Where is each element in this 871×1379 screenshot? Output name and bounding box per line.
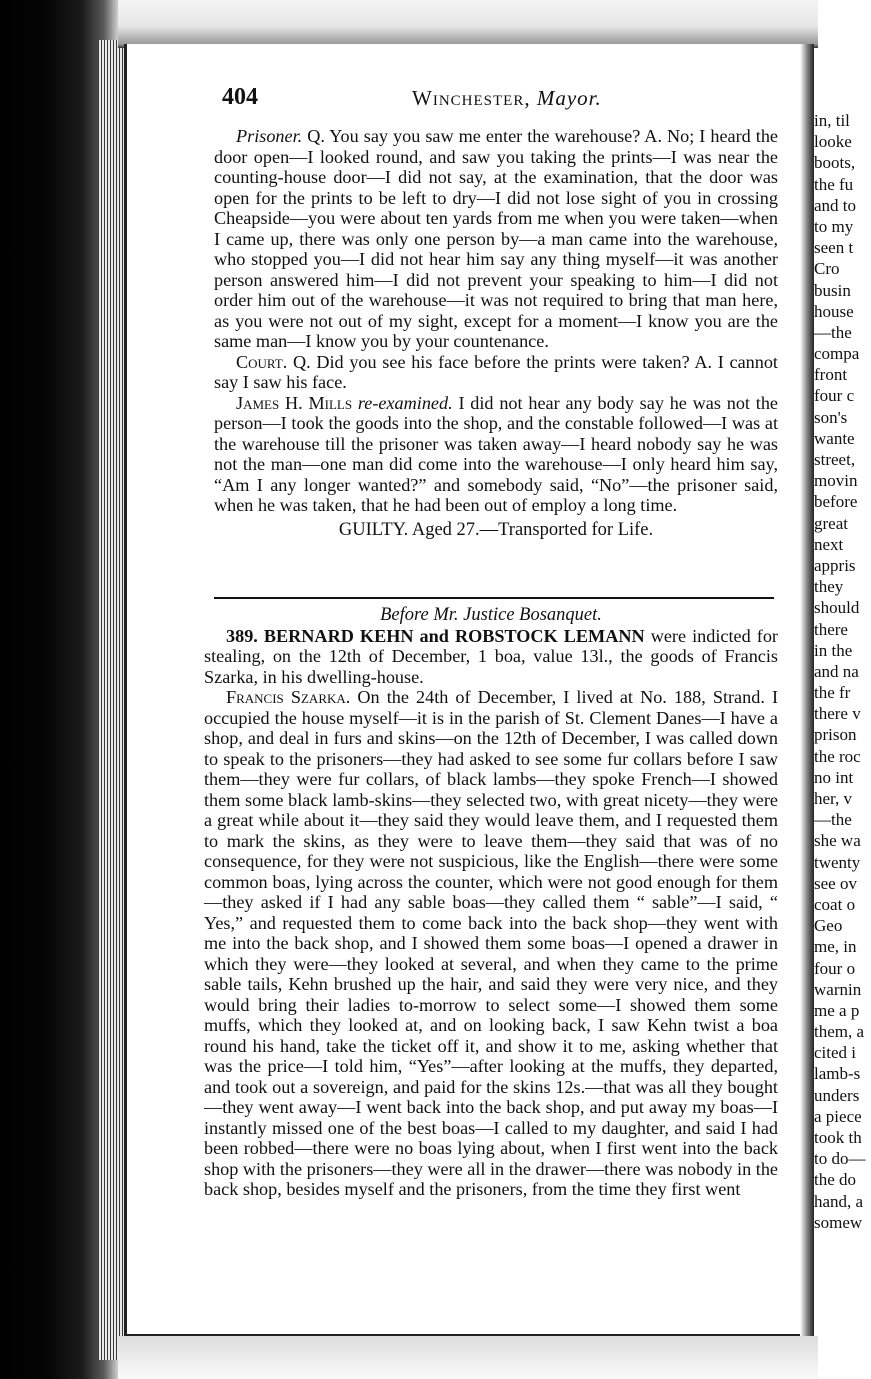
facing-line: front <box>814 365 848 385</box>
speaker-prisoner: Prisoner. <box>236 126 303 146</box>
indictment-text: were indicted for stealing, on the 12th of December, 1 boa, value 13l., the goods of Francis Szarka, in his dwelling-house. <box>204 625 778 687</box>
verdict: GUILTY. Aged 27.—Transported for Life. <box>338 519 654 540</box>
case-number: 389. <box>226 625 258 646</box>
facing-line: the fu <box>814 174 854 194</box>
case-heading <box>204 626 778 688</box>
facing-line: and to <box>814 195 857 215</box>
judge-heading: Before Mr. Justice Bosanquet. <box>380 605 602 625</box>
section-prisoner-testimony <box>214 126 778 540</box>
facing-line: hand, a <box>814 1191 864 1211</box>
facing-line: next <box>814 534 844 554</box>
paragraph-text: I did not hear any body say he was not the person—I took the goods into the shop, and the constable followed—I was at the warehouse till the prisoner was taken away—I heard nobody say he was not the man—one man did come into the warehouse—I only heard him say, “Am I any longer wanted?” and somebody said, “No”—the prisoner said, when he was taken, that he had been out of employ a long time. <box>214 392 778 515</box>
facing-line: Geo <box>814 916 843 936</box>
facing-line: twenty <box>814 852 861 872</box>
paragraph-mills <box>214 393 778 516</box>
facing-line: boots, <box>814 153 856 173</box>
speaker-mills: James H. Mills <box>236 392 353 413</box>
facing-line: wante <box>814 428 855 448</box>
facing-line: them, a <box>814 1022 865 1042</box>
paragraph-szarka <box>204 687 778 1200</box>
facing-line: she wa <box>814 831 861 851</box>
facing-line: and na <box>814 661 859 681</box>
running-head-name: Winchester, <box>412 86 531 110</box>
paragraph-prisoner <box>214 126 778 352</box>
facing-line: the do <box>814 1170 857 1190</box>
facing-line: coat o <box>814 894 856 914</box>
speaker-court: Court. <box>236 351 288 372</box>
facing-line: —the <box>814 810 852 830</box>
facing-line: should <box>814 598 860 618</box>
gutter-shadow <box>800 44 814 1344</box>
facing-line: to do— <box>814 1149 866 1169</box>
facing-page-fragment <box>814 110 871 1230</box>
facing-line: four c <box>814 386 855 406</box>
facing-line: compa <box>814 344 860 364</box>
facing-line: in, til <box>814 111 850 130</box>
facing-line: the fr <box>814 683 851 703</box>
paragraph-text: Q. You say you saw me enter the warehouse? A. No; I heard the door open—I looked round, and saw you taking the prints—I was near the counting-house door—I did not say, at the examination, that the door was open for the prints to be left to dry—I did not lose sight of you in crossing Cheapside—you were about ten yards from me when you were taken—when I came up, there was only one person by—a man came into the warehouse, who stopped you—I did not hear him say any thing myself—it was another person answered him—I did not prevent your speaking to him—I did not order him out of the warehouse—it was not required to bring that man here, as you were not out of my sight, except for a moment—I know you are the same man—I know you by your countenance. <box>214 126 779 351</box>
facing-line: before <box>814 492 858 512</box>
facing-line: warnin <box>814 979 862 999</box>
bottom-edge <box>118 1336 818 1379</box>
facing-line: me a p <box>814 1000 860 1020</box>
defendant-names: BERNARD KEHN and ROBSTOCK LEMANN <box>263 625 645 646</box>
facing-line: cited i <box>814 1043 857 1063</box>
facing-line: there <box>814 619 848 639</box>
facing-line: no int <box>814 767 854 787</box>
facing-line: took th <box>814 1128 862 1147</box>
top-page-edge <box>118 0 818 48</box>
facing-line: great <box>814 513 848 533</box>
facing-line: Cro <box>814 259 840 279</box>
facing-line: somew <box>814 1212 863 1230</box>
section-divider <box>214 597 774 599</box>
speaker-szarka: Francis Szarka. <box>226 687 351 707</box>
facing-line: house <box>814 301 854 321</box>
speaker-mills-note: re-examined. <box>357 392 453 413</box>
facing-line: looke <box>814 132 852 152</box>
facing-line: her, v <box>814 789 853 808</box>
running-head-title: Mayor. <box>536 86 602 110</box>
facing-line: see ov <box>814 873 857 893</box>
facing-line: to my <box>814 216 854 236</box>
facing-line: —the <box>814 322 852 342</box>
facing-line: me, in <box>814 937 857 957</box>
page-number: 404 <box>222 84 258 110</box>
facing-line: seen t <box>814 238 854 258</box>
facing-line: appris <box>814 555 856 575</box>
facing-line: there v <box>814 704 861 724</box>
facing-line: four o <box>814 958 856 978</box>
paragraph-court <box>214 352 778 393</box>
facing-line: they <box>814 577 844 597</box>
facing-line: in the <box>814 640 853 660</box>
running-head <box>412 86 602 111</box>
facing-line: son's <box>814 407 848 427</box>
facing-line: lamb-s <box>814 1064 861 1084</box>
facing-line: street, <box>814 450 856 469</box>
facing-line: prison <box>814 725 857 745</box>
section-case-389 <box>204 605 778 1200</box>
facing-line: movin <box>814 471 858 491</box>
facing-line: the roc <box>814 746 861 766</box>
facing-line: unders <box>814 1085 860 1105</box>
facing-line: a piece <box>814 1106 862 1126</box>
facing-line: busin <box>814 280 851 300</box>
paragraph-text: Q. Did you see his face before the prints were taken? A. I cannot say I saw his face. <box>214 351 778 392</box>
paragraph-text: On the 24th of December, I lived at No. 188, Strand. I occupied the house myself—it is in the parish of St. Clement Danes—I have a shop, and deal in furs and skins—on the 12th of December, I was called down to speak to the prisoners—they had asked to see some fur collars before I saw them—they were fur collars, of black lambs—they spoke French—I showed them some black lamb-skins—they selected two, with great nicety—they were a great while about it—they said they would leave them, and I requested them to mark the skins, as they were to leave them—they said that was of no consequence, for they were not suspicious, like the English—there were some common boas, lying across the counter, which were not good enough for them—they asked if I had any sable boas—they called them “ sable”—I said, “ Yes,” and requested them to come back into the back shop—they went with me into the back shop, and I showed them some boas—I opened a drawer in which they were—they looked at several, and when they came to the prime sable tails, Kehn brushed up the hair, and said they were very nice, and they would bring their ladies to-morrow to select some—I showed them some muffs, which they looked at, and on looking back, I saw Kehn twist a boa round his hand, take the ticket off it, and show it to me, asking whether that was the price—I told him, “Yes”—after looking at the muffs, they departed, and took out a sovereign, and paid for the skins 12s.—that was all they bought—they went away—I went back into the back shop, and put away my boas—I instantly missed one of the best boas—I called to my daughter, and said I had been robbed—there were no boas lying about, when I first went into the back shop with the prisoners—they were all in the drawer—there was nobody in the back shop, besides myself and the prisoners, from the time they first went <box>204 687 779 1199</box>
